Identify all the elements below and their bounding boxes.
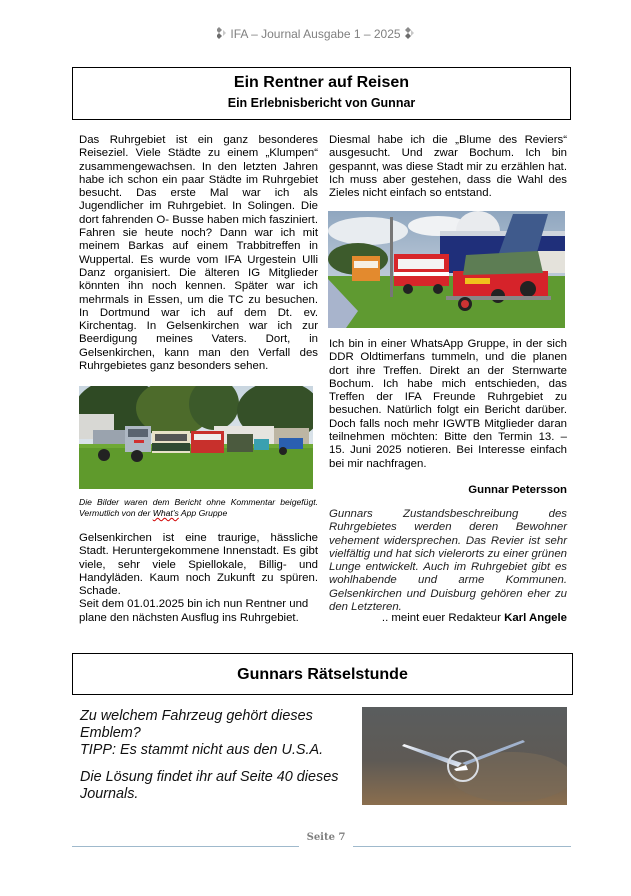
- editor-name: Karl Angele: [504, 612, 567, 624]
- caption-text: App Gruppe: [178, 508, 228, 518]
- puzzle-solution-hint: Die Lösung findet ihr auf Seite 40 dieses Journals.: [80, 769, 339, 802]
- editor-comment: Gunnars Zustandsbeschreibung des Ruhrgebietes werden deren Bewohner vehement widersprechen. Das Revier ist sehr vielfältig und hat sich vielerorts zu einer grünen Lunge entwickelt. Auch im Ruhrgebiet gibt es wohlhabende und arme Kommunen. Gelsenkirchen und Duisburg gehören eher zu den Letzteren.: [329, 508, 567, 614]
- photo-caption: [79, 497, 318, 519]
- editor-signature: [329, 612, 567, 624]
- puzzle-question: Zu welchem Fahrzeug gehört dieses Emblem?: [80, 708, 313, 741]
- paragraph: Das Ruhrgebiet ist ein ganz besonderes Reiseziel. Viele Städte zu einem „Klumpen“ zusammengewachsen. In den letzten Jahren habe ich schon ein paar Städte im Ruhrgebiet besucht. Das erste Mal war ich als Jugendlicher im Ruhrgebiet. In Solingen. Die dort fahrenden O- Busse haben mich fasziniert. Fahren sie heute noch? Dann war ich mit meinem Barkas auf einem Trabbitreffen in Wuppertal. Es wurde vom IFA Urgestein Ulli Danz organisiert. Die älteren IG Mitglieder könnten ihn noch kennen. Später war ich mehrmals in Essen, um die TC zu besuchen. In Dortmund war ich auf dem Dt. ev. Kirchentag. In Gelsenkirchen war ich zur Beerdigung meines Vaters. Dort, in Gelsenkirchen, kann man den Verfall des Ruhrgebietes ganz besonders sehen.: [79, 134, 318, 373]
- footer-divider: [72, 846, 299, 847]
- page-number: Seite 7: [306, 832, 346, 843]
- paragraph: Gelsenkirchen ist eine traurige, hässliche Stadt. Heruntergekommene Innenstadt. Es gibt viele, sehr viele Spiellokale, Billig- und Handyläden. Kaum noch Zukunft zu spüren. Schade.: [79, 532, 318, 598]
- puzzle-text: [80, 708, 350, 803]
- article-title: Ein Rentner auf Reisen: [233, 74, 410, 91]
- caption-text: Die Bilder waren dem Bericht ohne Kommentar beigefügt. Vermutlich von der: [79, 497, 318, 518]
- caption-misspelled-word: What’s: [152, 508, 179, 518]
- right-column-paragraph-1: [329, 134, 567, 200]
- header-text: IFA – Journal Ausgabe 1 – 2025: [230, 27, 401, 41]
- left-column-paragraph-2: [79, 532, 318, 625]
- puzzle-title: Gunnars Rätselstunde: [237, 666, 408, 683]
- running-header: [0, 26, 631, 41]
- paragraph: Seit dem 01.01.2025 bin ich nun Rentner und plane den nächsten Ausflug ins Ruhrgebiet.: [79, 598, 309, 624]
- fire-vehicles-photo: [328, 211, 565, 328]
- footer-divider: [353, 846, 571, 847]
- editor-prefix: .. meint euer Redakteur: [381, 612, 505, 624]
- article-title-box: [72, 67, 571, 120]
- diamond-ornament-icon: [404, 26, 414, 40]
- page-footer: [72, 832, 571, 852]
- paragraph: Diesmal habe ich die „Blume des Reviers“ ausgesucht. Und zwar Bochum. Ich bin gespannt, was diese Stadt mir zu erzählen hat. Ich muss aber gestehen, dass die Wahl des Zieles nicht einfach so entstand.: [329, 134, 567, 200]
- author-signature: Gunnar Petersson: [468, 484, 567, 496]
- left-column-paragraph-1: [79, 134, 318, 373]
- diamond-ornament-icon: [217, 26, 227, 40]
- puzzle-title-box: [72, 653, 573, 695]
- right-column-paragraph-2: [329, 338, 567, 471]
- emblem-photo: [362, 707, 567, 805]
- vehicles-photo: [79, 386, 313, 489]
- paragraph: Ich bin in einer WhatsApp Gruppe, in der sich DDR Oldtimerfans tummeln, und die planen dort ihre Treffen. Direkt an der Sternwarte Bochum. Ich habe mich entschieden, das Treffen der IFA Freunde Ruhrgebiet zu besuchen. Natürlich folgt ein Bericht darüber. Doch falls noch mehr IGWTB Mitglieder daran teilnehmen möchten: Bitte den Termin 13. – 15. Juni 2025 notieren. Bei Interesse einfach bei mir nachfragen.: [329, 338, 567, 470]
- article-subtitle: Ein Erlebnisbericht von Gunnar: [227, 96, 416, 110]
- puzzle-tip: TIPP: Es stammt nicht aus den U.S.A.: [80, 742, 324, 758]
